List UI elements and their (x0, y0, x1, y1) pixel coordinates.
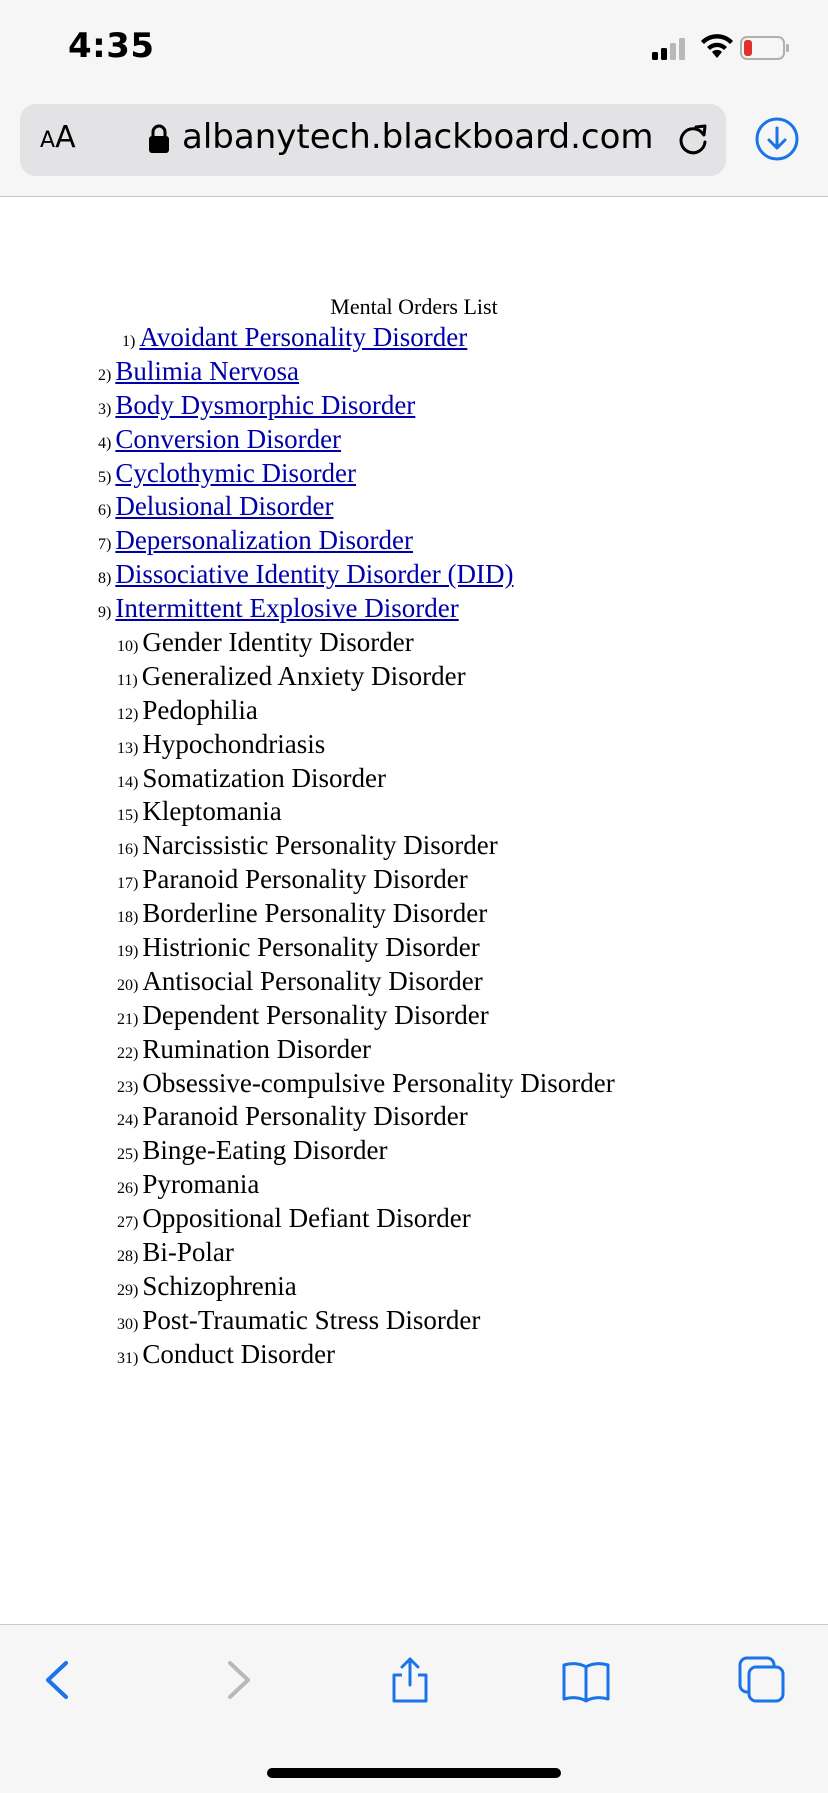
list-item-number: 28) (117, 1248, 139, 1266)
list-item-label: Generalized Anxiety Disorder (141, 660, 466, 691)
list-item (0, 1134, 828, 1168)
list-item-number: 5) (98, 468, 112, 486)
address-bar[interactable] (20, 104, 726, 176)
list-item (0, 1304, 828, 1338)
list-item-number: 1) (122, 333, 136, 350)
battery-icon (740, 36, 790, 60)
list-item-number: 26) (117, 1180, 139, 1198)
list-item-number: 11) (117, 671, 138, 689)
browser-bottom-toolbar (0, 1624, 828, 1793)
list-item-number: 7) (98, 536, 112, 554)
list-item (0, 355, 828, 389)
list-item-label: Obsessive-compulsive Personality Disorder (142, 1067, 615, 1098)
list-item (0, 829, 828, 863)
list-item (0, 389, 828, 423)
list-item-label: Dependent Personality Disorder (142, 999, 489, 1030)
home-indicator (267, 1768, 561, 1778)
document-title: Mental Orders List (330, 294, 498, 319)
list-item-label: Hypochondriasis (142, 728, 326, 759)
list-item-number: 23) (117, 1078, 139, 1096)
list-item (0, 1067, 828, 1101)
list-item-number: 2) (98, 366, 112, 384)
list-item-label: Gender Identity Disorder (142, 627, 414, 658)
list-item-label: Schizophrenia (142, 1270, 297, 1301)
list-item-link[interactable]: Conversion Disorder (115, 423, 342, 454)
url-text[interactable]: albanytech.blackboard.com (182, 117, 654, 157)
list-item-number: 30) (117, 1315, 139, 1333)
aa-big-label: A (55, 120, 76, 155)
list-item-link[interactable]: Depersonalization Disorder (115, 525, 413, 556)
list-item-link[interactable]: Dissociative Identity Disorder (DID) (115, 559, 514, 590)
list-item (0, 321, 828, 355)
forward-icon[interactable] (212, 1655, 262, 1705)
list-item-number: 31) (117, 1349, 139, 1367)
list-item-label: Bi-Polar (142, 1237, 234, 1268)
share-icon[interactable] (385, 1655, 435, 1705)
list-item-number: 24) (117, 1112, 139, 1130)
list-item (0, 694, 828, 728)
list-item-number: 12) (117, 705, 139, 723)
list-item-number: 22) (117, 1044, 139, 1062)
list-item-link[interactable]: Body Dysmorphic Disorder (115, 389, 416, 420)
list-item (0, 1033, 828, 1067)
status-bar (0, 0, 828, 98)
list-item-number: 25) (117, 1146, 139, 1164)
list-item-number: 9) (98, 604, 112, 622)
list-item (0, 931, 828, 965)
aa-small-label: A (40, 128, 56, 153)
back-icon[interactable] (34, 1655, 84, 1705)
list-item-number: 14) (117, 773, 139, 791)
list-item-label: Oppositional Defiant Disorder (142, 1203, 471, 1234)
list-item-number: 20) (117, 976, 139, 994)
list-item-number: 15) (117, 807, 139, 825)
reader-settings-button[interactable] (40, 120, 76, 155)
list-item-number: 4) (98, 434, 112, 452)
list-item-number: 21) (117, 1010, 139, 1028)
list-item-link[interactable]: Intermittent Explosive Disorder (115, 593, 459, 624)
lock-icon (148, 124, 170, 154)
list-item-number: 8) (98, 570, 112, 588)
list-item-number: 10) (117, 638, 139, 656)
list-item (0, 762, 828, 796)
list-item (0, 728, 828, 762)
list-item-label: Pyromania (142, 1169, 260, 1200)
wifi-icon (700, 34, 734, 60)
status-time: 4:35 (68, 26, 155, 66)
list-item (0, 1168, 828, 1202)
list-item (0, 965, 828, 999)
list-item (0, 524, 828, 558)
list-item (0, 1100, 828, 1134)
list-item (0, 1202, 828, 1236)
list-item (0, 1236, 828, 1270)
list-item (0, 863, 828, 897)
list-item (0, 423, 828, 457)
list-item-label: Antisocial Personality Disorder (142, 965, 483, 996)
list-item-label: Somatization Disorder (142, 762, 387, 793)
list-item-number: 6) (98, 502, 112, 520)
list-item-label: Kleptomania (142, 796, 282, 827)
list-item-link[interactable]: Avoidant Personality Disorder (139, 322, 468, 352)
list-item (0, 999, 828, 1033)
list-item (0, 660, 828, 694)
disorder-list (0, 321, 828, 1372)
list-item-number: 17) (117, 875, 139, 893)
list-item (0, 897, 828, 931)
reload-icon[interactable] (676, 122, 710, 158)
list-item-label: Pedophilia (142, 694, 258, 725)
list-item-number: 19) (117, 943, 139, 961)
list-item-label: Paranoid Personality Disorder (142, 1101, 468, 1132)
list-item (0, 592, 828, 626)
list-item-number: 16) (117, 841, 139, 859)
tabs-icon[interactable] (737, 1655, 787, 1705)
list-item-link[interactable]: Cyclothymic Disorder (115, 457, 357, 488)
list-item (0, 1338, 828, 1372)
list-item (0, 626, 828, 660)
list-item (0, 490, 828, 524)
list-item-link[interactable]: Delusional Disorder (115, 491, 334, 522)
list-item-label: Post-Traumatic Stress Disorder (142, 1304, 481, 1335)
download-icon[interactable] (754, 116, 800, 162)
list-item-label: Narcissistic Personality Disorder (142, 830, 498, 861)
list-item-number: 18) (117, 909, 139, 927)
list-item (0, 457, 828, 491)
page-content (0, 197, 828, 1624)
cellular-signal-icon (652, 38, 690, 60)
list-item-label: Conduct Disorder (142, 1338, 336, 1369)
list-item-number: 27) (117, 1214, 139, 1232)
list-item-label: Binge-Eating Disorder (142, 1135, 388, 1166)
list-item-number: 13) (117, 739, 139, 757)
list-item-label: Borderline Personality Disorder (142, 898, 488, 929)
list-item-label: Rumination Disorder (142, 1033, 372, 1064)
list-item-label: Histrionic Personality Disorder (142, 932, 480, 963)
list-item-number: 3) (98, 400, 112, 418)
list-item (0, 1270, 828, 1304)
list-item-label: Paranoid Personality Disorder (142, 864, 468, 895)
list-item (0, 558, 828, 592)
browser-address-toolbar (0, 98, 828, 197)
list-item-link[interactable]: Bulimia Nervosa (115, 355, 300, 386)
list-item-number: 29) (117, 1281, 139, 1299)
list-item (0, 795, 828, 829)
bookmarks-icon[interactable] (561, 1655, 611, 1705)
